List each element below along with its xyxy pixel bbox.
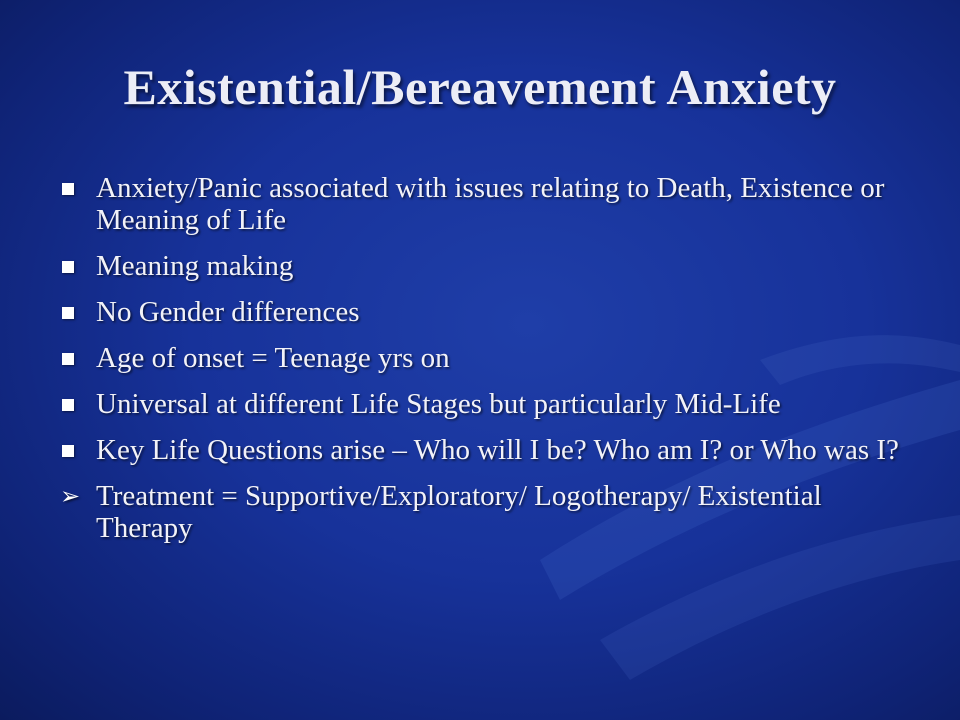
bullet-item [60, 172, 900, 236]
bullet-item [60, 250, 900, 282]
arrow-bullet-icon: ➢ [60, 482, 81, 510]
bullet-item [60, 388, 900, 420]
square-bullet-icon [62, 261, 74, 273]
bullet-item [60, 434, 900, 466]
bullet-text: Meaning making [96, 250, 294, 282]
bullet-item [60, 480, 900, 544]
bullet-text: No Gender differences [96, 296, 360, 328]
bullet-item [60, 296, 900, 328]
square-bullet-icon [62, 353, 74, 365]
bullet-text: Universal at different Life Stages but particularly Mid-Life [96, 388, 781, 420]
square-bullet-icon [62, 183, 74, 195]
bullet-text: Treatment = Supportive/Exploratory/ Logotherapy/ Existential Therapy [96, 480, 822, 544]
bullet-item [60, 342, 900, 374]
square-bullet-icon [62, 445, 74, 457]
square-bullet-icon [62, 399, 74, 411]
bullet-text: Key Life Questions arise – Who will I be? Who am I? or Who was I? [96, 434, 899, 466]
square-bullet-icon [62, 307, 74, 319]
slide-title: Existential/Bereavement Anxiety [123, 59, 837, 115]
bullet-text: Age of onset = Teenage yrs on [96, 342, 450, 374]
bullet-text: Anxiety/Panic associated with issues relating to Death, Existence or Meaning of Life [96, 172, 885, 236]
bullet-list [60, 172, 900, 558]
